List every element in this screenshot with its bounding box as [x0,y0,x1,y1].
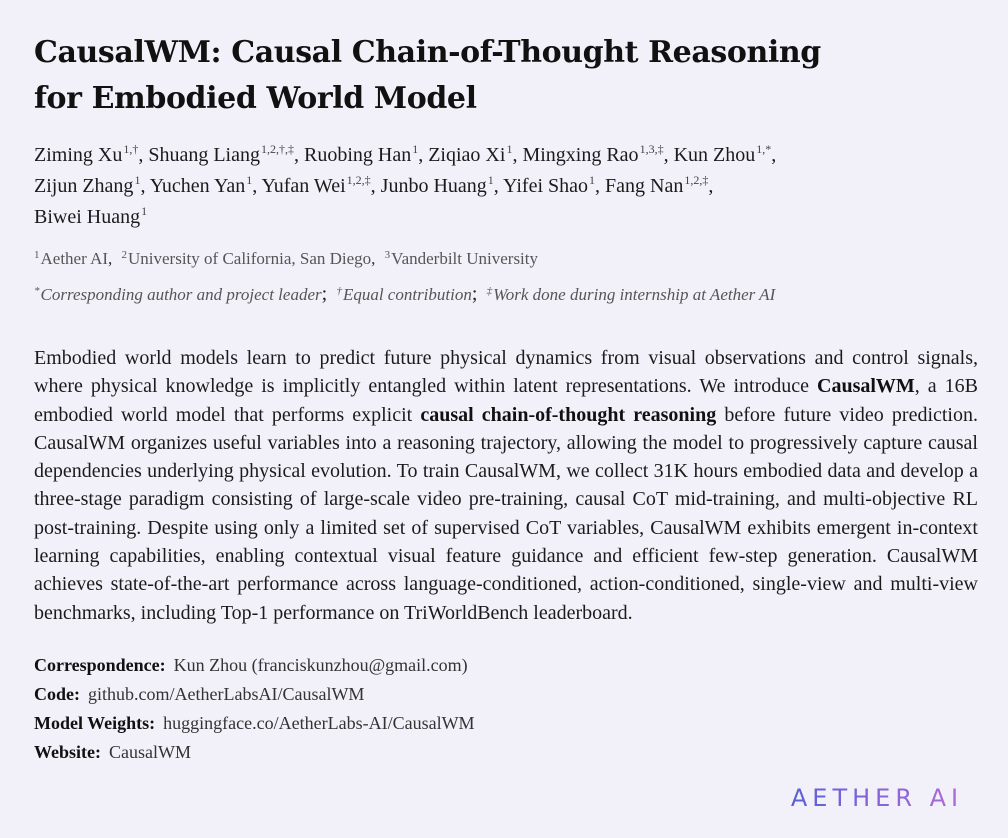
affiliation: $^2$University of California, San Diego [121,249,372,268]
author: Yuchen Yan$^1$, [149,173,258,197]
note-corresponding: *Corresponding author and project leader [34,285,322,304]
author-notes: *Corresponding author and project leader; †Equal contribution; ‡Work done during internship at Aether AI [34,283,776,305]
aether-ai-logo [776,784,978,812]
author: Yifei Shao$^1$, [503,173,601,197]
correspondence-row: Correspondence: Kun Zhou (franciskunzhou@gmail.com) [34,654,468,675]
author: Fang Nan$^{1,2,\ddagger}$, [605,173,714,197]
abstract: Embodied world models learn to predict future physical dynamics from visual observations and control signals, where physical knowledge is implicitly entangled within latent representations. We introduce CausalWM, a 16B embodied world model that performs explicit causal chain-of-thought reasoning before future video prediction. CausalWM organizes useful variables into a reasoning trajectory, allowing the model to progressively capture causal dependencies underlying physical evolution. To train CausalWM, we collect 31K hours embodied data and develop a three-stage paradigm consisting of large-scale video pre-training, causal CoT mid-training, and multi-objective RL post-training. Despite using only a limited set of supervised CoT variables, CausalWM exhibits emergent in-context learning capabilities, enabling contextual visual feature guidance and efficient few-step generation. CausalWM achieves state-of-the-art performance across language-conditioned, action-conditioned, single-view and multi-view benchmarks, including Top-1 performance on TriWorldBench leaderboard. [34,347,979,624]
affiliation: $^1$Aether AI [34,249,109,268]
author: Junbo Huang$^1$, [380,173,499,197]
weights-row: Model Weights: huggingface.co/AetherLabs-AI/CausalWM [34,712,475,733]
model-name: CausalWM [817,375,915,398]
author: Zijun Zhang$^1$, [34,173,146,197]
author: Kun Zhou$^{1,*}$, [673,142,777,166]
resource-links [34,651,978,767]
key-phrase: causal chain-of-thought reasoning [420,403,717,426]
code-row: Code: github.com/AetherLabsAI/CausalWM [34,683,365,704]
affiliation: $^3$Vanderbilt University [384,249,539,268]
author: Mingxing Rao$^{1,3,\ddagger}$, [522,142,669,166]
author: Shuang Liang$^{1,2,\dagger,\ddagger}$, [148,142,299,166]
weights-link[interactable]: huggingface.co/AetherLabs-AI/CausalWM [163,712,475,733]
author: Ziming $Xu^{1,\dagger}$, [34,142,144,166]
paper-page [34,30,978,767]
logo-text: AETHER AI [790,784,964,812]
author: Ruobing Han$^1$, [304,142,424,166]
code-link[interactable]: github.com/AetherLabsAI/CausalWM [88,683,365,704]
paper-title [34,30,978,122]
website-link[interactable]: CausalWM [109,741,191,762]
correspondence-value[interactable]: Kun Zhou (franciskunzhou@gmail.com) [173,654,468,675]
title-line-2: for Embodied World Model [34,81,477,116]
affiliations: $^1$Aether AI, $^2$University of California, San Diego, $^3$Vanderbilt University [34,249,539,268]
author: Yufan Wei$^{1,2,\ddagger}$, [261,173,376,197]
author: Ziqiao Xi$^1$, [428,142,518,166]
author-list [34,140,978,233]
note-internship: ‡Work done during internship at Aether AI [486,285,776,304]
note-equal-contribution: †Equal contribution [336,285,472,304]
title-line-1: CausalWM: Causal Chain-of-Thought Reasoning [34,35,821,70]
website-row: Website: CausalWM [34,741,191,762]
author: Biwei Huang$^1$ [34,204,148,228]
